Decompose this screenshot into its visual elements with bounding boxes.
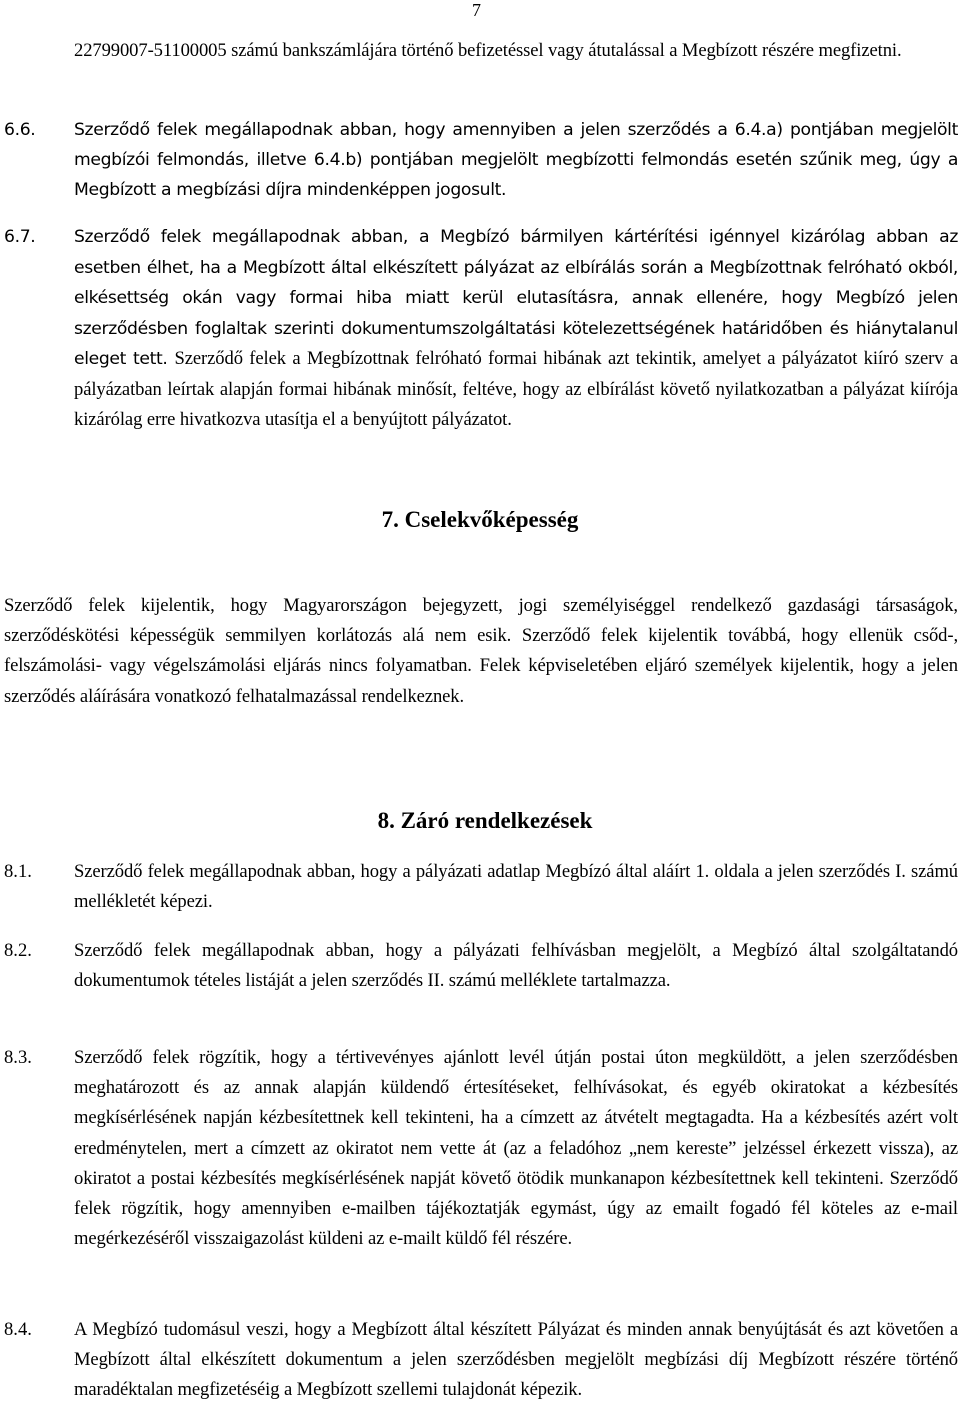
section-number-8-4: 8.4. [4,1319,32,1340]
paragraph-6-7-part-1: Szerződő felek megállapodnak abban, a Megbízó bármilyen kártérítési igénnyel kizárólag abban az esetben élhet, ha a Megbízott által elkészített pályázat az elbírálás során a Megbízottnak felróható okból, elkésettség okán vagy formai hiba miatt kerül elutasításra, annak ellenére, hogy Megbízó jelen szerződésben foglaltak szerinti dokumentumszolgáltatási kötelezettségének határidőben és hiánytalanul eleget tett. [74,227,958,369]
section-number-8-2: 8.2. [4,940,32,961]
paragraph-8-3: Szerződő felek rögzítik, hogy a tértivevényes ajánlott levél útján postai úton megküldött, a jelen szerződésben meghatározott és az annak alapján küldendő értesítéseket, felhívásokat, és egyéb okiratokat a kézbesítés megkísérlésének napján kézbesítettnek kell tekinteni, ha a címzett az átvételt megtagadta. Ha a kézbesítés azért volt eredménytelen, mert a címzett az okiratot nem vette át (az a feladóhoz „nem kereste” jelzéssel érkezett vissza), az okiratot a postai kézbesítés megkísérlésének napját követő ötödik munkanapon kézbesítettnek kell tekinteni. Szerződő felek rögzítik, hogy amennyiben e-mailben tájékoztatják egymást, úgy az emailt fogadó fél köteles az e-mail megérkezéséről visszaigazolást küldeni az e-mailt küldő fél részére. [74,1047,958,1250]
intro-paragraph: 22799007-51100005 számú bankszámlájára történő befizetéssel vagy átutalással a Megbízott részére megfizetni. [74,40,902,61]
section-heading-7: 7. Cselekvőképesség [381,507,579,532]
section-number-8-3: 8.3. [4,1047,32,1068]
paragraph-8-2: Szerződő felek megállapodnak abban, hogy a pályázati felhívásban megjelölt, a Megbízó által szolgáltatandó dokumentumok tételes listáját a jelen szerződés II. számú melléklete tartalmazza. [74,940,958,992]
section-heading-8: 8. Záró rendelkezések [377,808,593,833]
paragraph-8-4: A Megbízó tudomásul veszi, hogy a Megbízott által készített Pályázat és minden annak benyújtását és azt követően a Megbízott által elkészített dokumentum a jelen szerződésben megjelölt megbízási díj Megbízott részére történő maradéktalan megfizetéséig a Megbízott szellemi tulajdonát képezik. [74,1319,958,1401]
section-number-8-1: 8.1. [4,861,32,882]
paragraph-6-6: Szerződő felek megállapodnak abban, hogy amennyiben a jelen szerződés a 6.4.a) pontjában megjelölt megbízói felmondás, illetve 6.4.b) pontjában megjelölt megbízotti felmondás esetén szűnik meg, úgy a Megbízott a megbízási díjra mindenképpen jogosult. [74,120,958,201]
section-number-6-6: 6.6. [4,120,36,140]
page-number: 7 [472,0,481,20]
paragraph-7: Szerződő felek kijelentik, hogy Magyarországon bejegyzett, jogi személyiséggel rendelkező gazdasági társaságok, szerződéskötési képességük semmilyen korlátozás alá nem esik. Szerződő felek kijelentik továbbá, hogy ellenük csőd-, felszámolási- vagy végelszámolási eljárás nincs folyamatban. Felek képviseletében eljáró személyek kijelentik, hogy a jelen szerződés aláírására vonatkozó felhatalmazással rendelkeznek. [4,595,958,707]
paragraph-6-7 [74,222,958,436]
paragraph-8-1: Szerződő felek megállapodnak abban, hogy a pályázati adatlap Megbízó által aláírt 1. oldala a jelen szerződés I. számú mellékletét képezi. [74,861,958,913]
section-number-6-7: 6.7. [4,227,36,247]
paragraph-6-7-part-2: Szerződő felek a Megbízottnak felróható formai hibának azt tekintik, amelyet a pályázatot kiíró szerv a pályázatban leírtak alapján formai hibának minősít, feltéve, hogy az elbírálást követő nyilatkozatban a pályázat kiírója kizárólag erre hivatkozva utasítja el a benyújtott pályázatot. [74,348,958,430]
